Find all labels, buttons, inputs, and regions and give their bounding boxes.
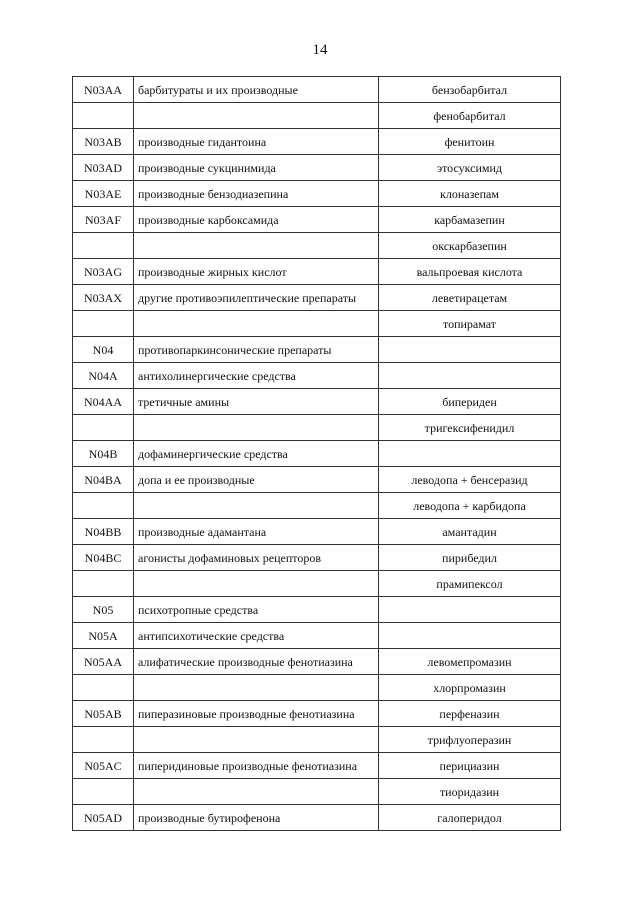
- atc-drug-table: [72, 76, 561, 831]
- table-row: [73, 467, 561, 493]
- table-row: [73, 597, 561, 623]
- drug-cell: амантадин: [379, 519, 561, 545]
- table-row: [73, 415, 561, 441]
- description-cell: антипсихотические средства: [134, 623, 379, 649]
- table-row: [73, 493, 561, 519]
- table-row: [73, 311, 561, 337]
- code-cell: N03AF: [73, 207, 134, 233]
- drug-cell: леводопа + карбидопа: [379, 493, 561, 519]
- drug-cell: карбамазепин: [379, 207, 561, 233]
- description-cell: производные адамантана: [134, 519, 379, 545]
- drug-cell: топирамат: [379, 311, 561, 337]
- description-cell: [134, 675, 379, 701]
- page-number: 14: [312, 42, 328, 58]
- drug-cell: левомепромазин: [379, 649, 561, 675]
- table-row: [73, 103, 561, 129]
- table-row: [73, 675, 561, 701]
- code-cell: N03AB: [73, 129, 134, 155]
- table-row: [73, 753, 561, 779]
- drug-cell: леводопа + бенсеразид: [379, 467, 561, 493]
- table-row: [73, 207, 561, 233]
- description-cell: [134, 779, 379, 805]
- drug-cell: пирибедил: [379, 545, 561, 571]
- code-cell: N03AE: [73, 181, 134, 207]
- description-cell: производные жирных кислот: [134, 259, 379, 285]
- description-cell: [134, 311, 379, 337]
- table-row: [73, 571, 561, 597]
- code-cell: [73, 103, 134, 129]
- drug-cell: окскарбазепин: [379, 233, 561, 259]
- table-row: [73, 363, 561, 389]
- description-cell: пиперазиновые производные фенотиазина: [134, 701, 379, 727]
- table-row: [73, 519, 561, 545]
- code-cell: N05AB: [73, 701, 134, 727]
- code-cell: N04BA: [73, 467, 134, 493]
- table-row: [73, 727, 561, 753]
- table-row: [73, 155, 561, 181]
- code-cell: N05: [73, 597, 134, 623]
- table-row: [73, 805, 561, 831]
- table-row: [73, 701, 561, 727]
- description-cell: [134, 415, 379, 441]
- description-cell: производные бензодиазепина: [134, 181, 379, 207]
- code-cell: N05A: [73, 623, 134, 649]
- code-cell: N03AD: [73, 155, 134, 181]
- drug-cell: леветирацетам: [379, 285, 561, 311]
- description-cell: третичные амины: [134, 389, 379, 415]
- code-cell: N04BC: [73, 545, 134, 571]
- code-cell: N04B: [73, 441, 134, 467]
- description-cell: допа и ее производные: [134, 467, 379, 493]
- code-cell: N03AG: [73, 259, 134, 285]
- description-cell: алифатические производные фенотиазина: [134, 649, 379, 675]
- drug-cell: [379, 441, 561, 467]
- code-cell: [73, 727, 134, 753]
- drug-cell: бипериден: [379, 389, 561, 415]
- code-cell: [73, 571, 134, 597]
- description-cell: [134, 233, 379, 259]
- description-cell: агонисты дофаминовых рецепторов: [134, 545, 379, 571]
- table-row: [73, 623, 561, 649]
- description-cell: [134, 571, 379, 597]
- drug-cell: хлорпромазин: [379, 675, 561, 701]
- drug-cell: перициазин: [379, 753, 561, 779]
- table-row: [73, 649, 561, 675]
- description-cell: барбитураты и их производные: [134, 77, 379, 103]
- code-cell: N04AA: [73, 389, 134, 415]
- description-cell: [134, 727, 379, 753]
- code-cell: [73, 493, 134, 519]
- drug-cell: перфеназин: [379, 701, 561, 727]
- drug-cell: [379, 597, 561, 623]
- description-cell: другие противоэпилептические препараты: [134, 285, 379, 311]
- table-row: [73, 181, 561, 207]
- drug-cell: [379, 363, 561, 389]
- table-row: [73, 259, 561, 285]
- drug-cell: вальпроевая кислота: [379, 259, 561, 285]
- drug-cell: клоназепам: [379, 181, 561, 207]
- table-row: [73, 389, 561, 415]
- drug-cell: тиоридазин: [379, 779, 561, 805]
- code-cell: N05AC: [73, 753, 134, 779]
- code-cell: [73, 415, 134, 441]
- table-row: [73, 545, 561, 571]
- description-cell: [134, 493, 379, 519]
- code-cell: [73, 675, 134, 701]
- table-row: [73, 441, 561, 467]
- code-cell: [73, 779, 134, 805]
- drug-cell: этосуксимид: [379, 155, 561, 181]
- description-cell: психотропные средства: [134, 597, 379, 623]
- table-row: [73, 337, 561, 363]
- drug-cell: фенитоин: [379, 129, 561, 155]
- table-row: [73, 77, 561, 103]
- description-cell: противопаркинсонические препараты: [134, 337, 379, 363]
- drug-cell: [379, 623, 561, 649]
- description-cell: антихолинергические средства: [134, 363, 379, 389]
- table-body: [73, 77, 561, 831]
- description-cell: дофаминергические средства: [134, 441, 379, 467]
- drug-cell: бензобарбитал: [379, 77, 561, 103]
- table-row: [73, 779, 561, 805]
- description-cell: [134, 103, 379, 129]
- code-cell: N03AX: [73, 285, 134, 311]
- code-cell: N03AA: [73, 77, 134, 103]
- drug-cell: тригексифенидил: [379, 415, 561, 441]
- description-cell: пиперидиновые производные фенотиазина: [134, 753, 379, 779]
- code-cell: N05AA: [73, 649, 134, 675]
- code-cell: N04A: [73, 363, 134, 389]
- drug-cell: фенобарбитал: [379, 103, 561, 129]
- description-cell: производные гидантоина: [134, 129, 379, 155]
- code-cell: N05AD: [73, 805, 134, 831]
- description-cell: производные карбоксамида: [134, 207, 379, 233]
- drug-cell: трифлуоперазин: [379, 727, 561, 753]
- code-cell: [73, 233, 134, 259]
- table-row: [73, 233, 561, 259]
- code-cell: N04: [73, 337, 134, 363]
- description-cell: производные бутирофенона: [134, 805, 379, 831]
- table-row: [73, 285, 561, 311]
- drug-cell: [379, 337, 561, 363]
- drug-cell: прамипексол: [379, 571, 561, 597]
- table-row: [73, 129, 561, 155]
- drug-cell: галоперидол: [379, 805, 561, 831]
- code-cell: N04BB: [73, 519, 134, 545]
- code-cell: [73, 311, 134, 337]
- description-cell: производные сукцинимида: [134, 155, 379, 181]
